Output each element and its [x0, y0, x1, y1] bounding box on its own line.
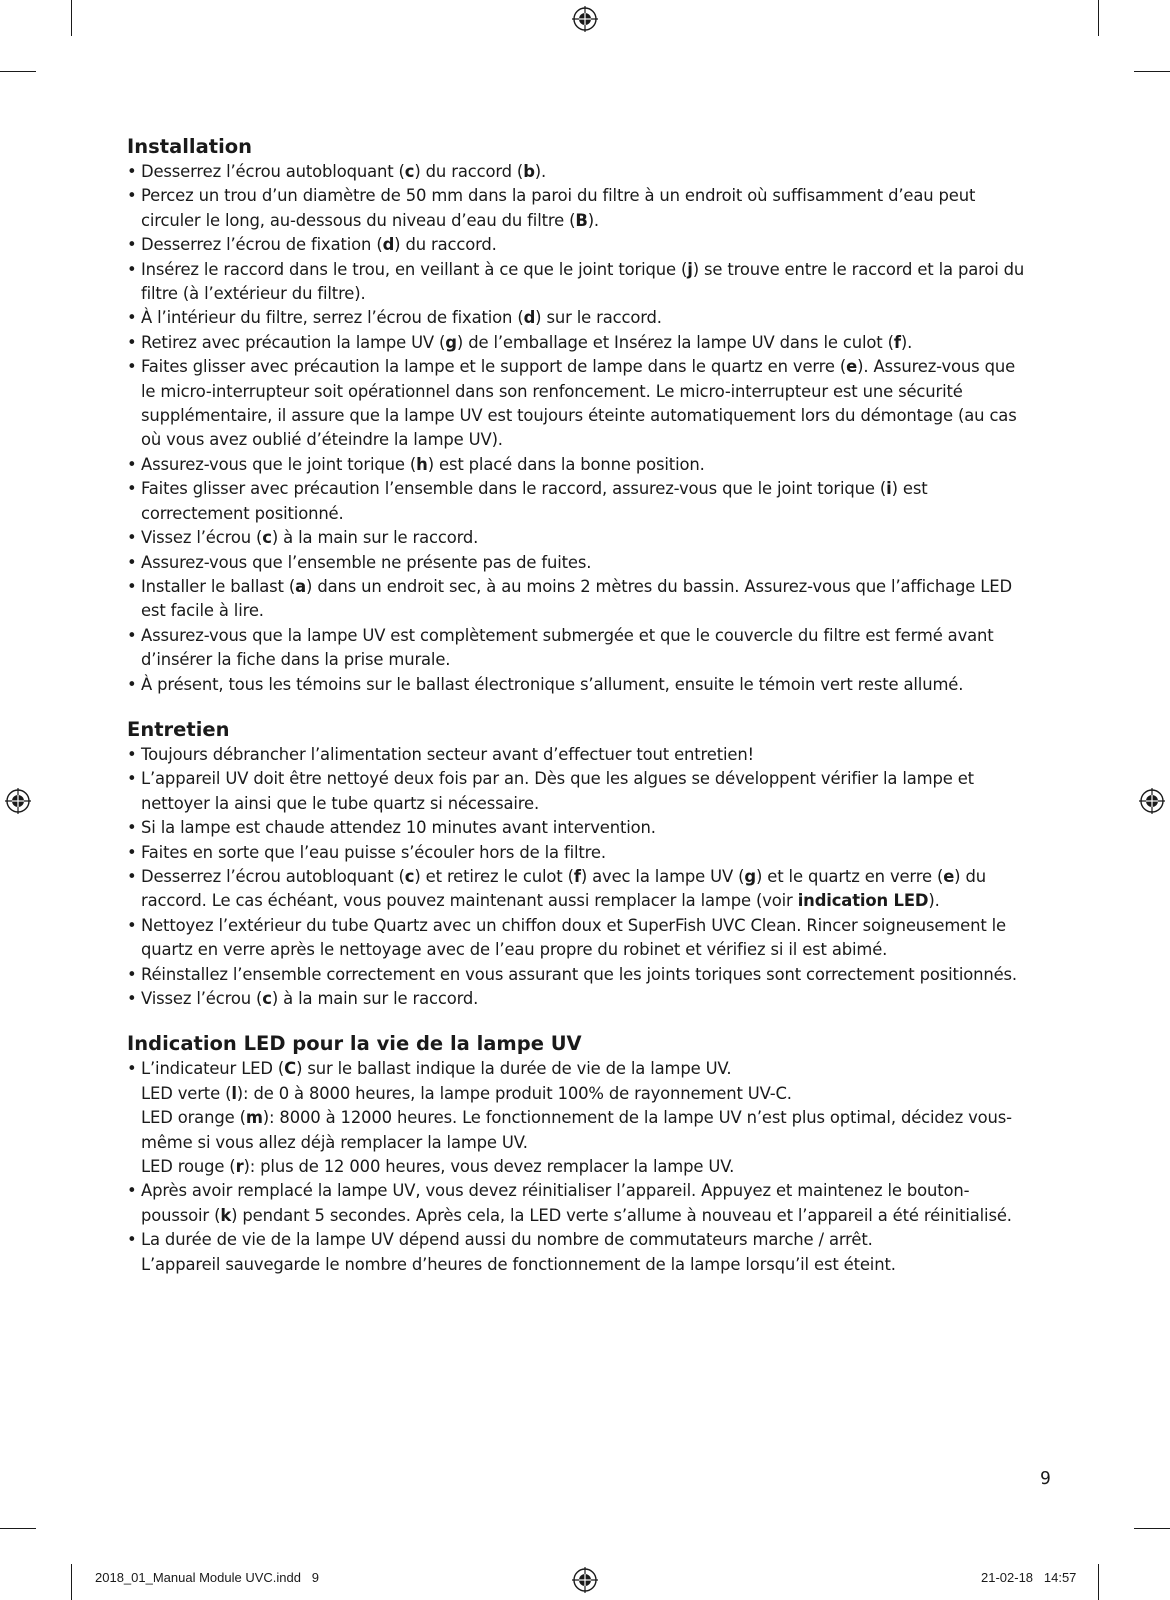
list-item: • Faites en sorte que l’eau puisse s’écouler hors de la filtre. — [127, 841, 1032, 865]
section-entretien — [127, 718, 1032, 1011]
list-item: • Insérez le raccord dans le trou, en veillant à ce que le joint torique (j) se trouve entre le raccord et la paroi du filtre (à l’extérieur du filtre). — [127, 258, 1032, 307]
reference-letter: r — [235, 1157, 244, 1177]
bullet-list — [127, 1057, 1032, 1277]
bullet-list — [127, 160, 1032, 697]
reference-letter: c — [404, 162, 415, 181]
crop-mark-bottom-left-vertical — [71, 1564, 72, 1600]
bullet-list — [127, 743, 1032, 1011]
reference-letter: B — [575, 210, 588, 230]
registration-mark-bottom-icon — [572, 1567, 598, 1593]
list-item: • Desserrez l’écrou de fixation (d) du raccord. — [127, 233, 1032, 257]
reference-letter: g — [744, 866, 756, 886]
crop-mark-top-right-horizontal — [1134, 71, 1170, 72]
reference-letter: l — [231, 1083, 237, 1103]
list-item: • Retirez avec précaution la lampe UV (g) de l’emballage et Insérez la lampe UV dans le culot (f). — [127, 331, 1032, 355]
reference-letter: c — [404, 866, 415, 886]
reference-letter: d — [382, 235, 395, 255]
reference-letter: j — [687, 259, 693, 279]
reference-letter: indication LED — [797, 891, 929, 911]
list-item: • Assurez-vous que l’ensemble ne présente pas de fuites. — [127, 551, 1032, 575]
registration-mark-left-icon — [5, 788, 31, 814]
list-item: • L’appareil UV doit être nettoyé deux fois par an. Dès que les algues se développent vérifier la lampe et nettoyer la ainsi que le tube quartz si nécessaire. — [127, 767, 1032, 816]
crop-mark-top-left-horizontal — [0, 71, 36, 72]
reference-letter: e — [846, 357, 858, 377]
list-item: • Desserrez l’écrou autobloquant (c) du raccord (b). — [127, 160, 1032, 184]
list-item: • Vissez l’écrou (c) à la main sur le raccord. — [127, 526, 1032, 550]
list-item: • L’indicateur LED (C) sur le ballast indique la durée de vie de la lampe UV. LED verte (l): de 0 à 8000 heures, la lampe produit 100% de rayonnement UV-C. LED orange (m): 8000 à 12000 heures. Le fonctionnement de la lampe UV n’est plus optimal, décidez vous-même si vous allez déjà remplacer la lampe UV. LED rouge (r): plus de 12 000 heures, vous devez remplacer la lampe UV. — [127, 1057, 1032, 1179]
list-item: • Percez un trou d’un diamètre de 50 mm dans la paroi du filtre à un endroit où suffisamment d’eau peut circuler le long, au-dessous du niveau d’eau du filtre (B). — [127, 184, 1032, 233]
list-item: • Après avoir remplacé la lampe UV, vous devez réinitialiser l’appareil. Appuyez et maintenez le bouton-poussoir (k) pendant 5 secondes. Après cela, la LED verte s’allume à nouveau et l’appareil a été réinitialisé. — [127, 1179, 1032, 1228]
reference-letter: k — [220, 1205, 232, 1225]
reference-letter: e — [943, 866, 955, 886]
list-item: • Si la lampe est chaude attendez 10 minutes avant intervention. — [127, 816, 1032, 840]
print-slug-file: 2018_01_Manual Module UVC.indd 9 — [95, 1570, 320, 1585]
crop-mark-bottom-right-horizontal — [1134, 1528, 1170, 1529]
crop-mark-bottom-right-vertical — [1098, 1564, 1099, 1600]
reference-letter: b — [523, 162, 535, 181]
registration-mark-top-icon — [572, 6, 598, 32]
list-item: • Assurez-vous que le joint torique (h) est placé dans la bonne position. — [127, 453, 1032, 477]
manual-page-content — [127, 135, 1032, 1298]
list-item: • Assurez-vous que la lampe UV est complètement submergée et que le couvercle du filtre est fermé avant d’insérer la fiche dans la prise murale. — [127, 624, 1032, 673]
list-item: • Toujours débrancher l’alimentation secteur avant d’effectuer tout entretien! — [127, 743, 1032, 767]
reference-letter: m — [245, 1108, 263, 1128]
reference-letter: f — [893, 332, 901, 352]
list-item: • Faites glisser avec précaution la lampe et le support de lampe dans le quartz en verre (e). Assurez-vous que le micro-interrupteur soit opérationnel dans son renfoncement. Le micro-interrupteur est une sécurité supplémentaire, il assure que la lampe UV est toujours éteinte automatiquement lors du démontage (au cas où vous avez oublié d’éteindre la lampe UV). — [127, 355, 1032, 453]
section-heading: Entretien — [127, 717, 230, 741]
registration-mark-right-icon — [1139, 788, 1165, 814]
reference-letter: a — [295, 576, 307, 596]
reference-letter: h — [416, 454, 428, 474]
reference-letter: C — [284, 1059, 297, 1079]
list-item: • À l’intérieur du filtre, serrez l’écrou de fixation (d) sur le raccord. — [127, 306, 1032, 330]
print-slug-date: 21-02-18 14:57 — [981, 1570, 1077, 1585]
list-item: • La durée de vie de la lampe UV dépend aussi du nombre de commutateurs marche / arrêt. L’appareil sauvegarde le nombre d’heures de fonctionnement de la lampe lorsqu’il est éteint. — [127, 1228, 1032, 1277]
section-heading: Indication LED pour la vie de la lampe UV — [127, 1032, 582, 1056]
reference-letter: c — [262, 989, 272, 1008]
crop-mark-bottom-left-horizontal — [0, 1528, 36, 1529]
list-item: • Desserrez l’écrou autobloquant (c) et retirez le culot (f) avec la lampe UV (g) et le quartz en verre (e) du raccord. Le cas échéant, vous pouvez maintenant aussi remplacer la lampe (voir indication LED). — [127, 865, 1032, 914]
page-number: 9 — [1040, 1468, 1051, 1489]
reference-letter: c — [262, 528, 272, 548]
reference-letter: i — [886, 479, 892, 499]
list-item: • Nettoyez l’extérieur du tube Quartz avec un chiffon doux et SuperFish UVC Clean. Rincer soigneusement le quartz en verre après le nettoyage avec de l’eau propre du robinet et vérifiez si il est abimé. — [127, 914, 1032, 963]
list-item: • À présent, tous les témoins sur le ballast électronique s’allument, ensuite le témoin vert reste allumé. — [127, 673, 1032, 697]
reference-letter: g — [445, 332, 457, 352]
section-heading: Installation — [127, 135, 253, 158]
crop-mark-top-right-vertical — [1098, 0, 1099, 36]
list-item: • Installer le ballast (a) dans un endroit sec, à au moins 2 mètres du bassin. Assurez-vous que l’affichage LED est facile à lire. — [127, 575, 1032, 624]
section-installation — [127, 135, 1032, 697]
section-led-indication — [127, 1032, 1032, 1277]
list-item: • Vissez l’écrou (c) à la main sur le raccord. — [127, 987, 1032, 1011]
reference-letter: f — [573, 866, 581, 886]
reference-letter: d — [523, 308, 536, 328]
list-item: • Réinstallez l’ensemble correctement en vous assurant que les joints toriques sont correctement positionnés. — [127, 963, 1032, 987]
list-item: • Faites glisser avec précaution l’ensemble dans le raccord, assurez-vous que le joint torique (i) est correctement positionné. — [127, 477, 1032, 526]
crop-mark-top-left-vertical — [71, 0, 72, 36]
